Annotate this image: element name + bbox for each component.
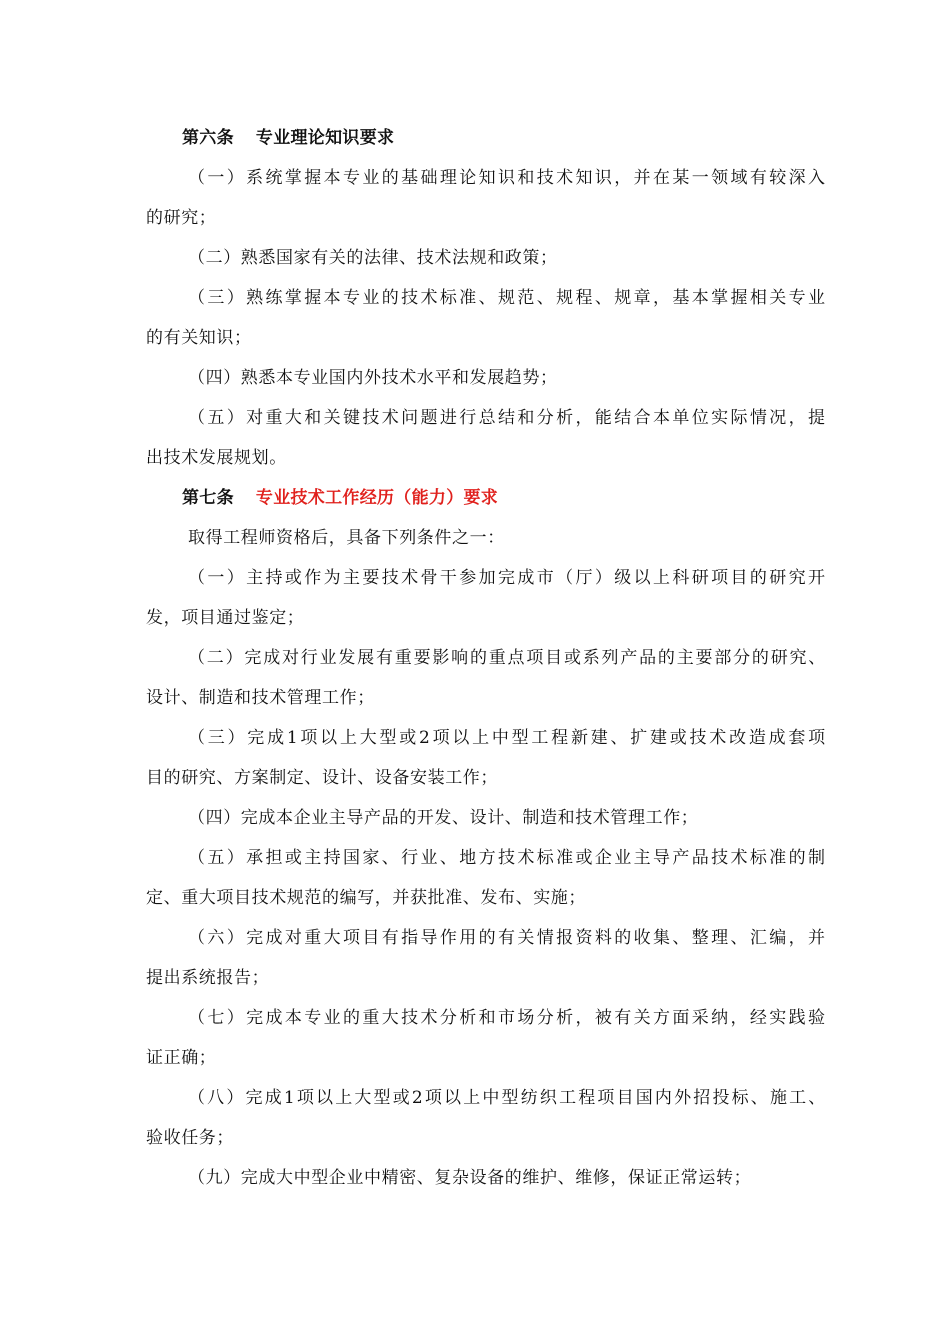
article-6-item-1-line-2: 的研究； xyxy=(146,208,217,228)
article-6-item-5-line-1: （ 五 ） 对 重 大 和 关 键 技 术 问 题 进 行 总 结 和 分 析 ， 能 结 合 本 单 位 实 际 情 况 ， 提 xyxy=(188,408,826,428)
article-7-item-6-line-2: 提出系统报告； xyxy=(146,968,270,988)
article-7-item-7-line-2: 证正确； xyxy=(146,1048,217,1068)
article-6-title: 专业理论知识要求 xyxy=(255,128,395,148)
article-6-item-1-line-1: （ 一 ） 系 统 掌 握 本 专 业 的 基 础 理 论 知 识 和 技 术 知 识 ， 并 在 某 一 领 域 有 较 深 入 xyxy=(188,168,826,188)
article-7-item-3-line-2: 目的研究、方案制定、设计、设备安装工作； xyxy=(146,768,498,788)
article-6-number: 第六条 xyxy=(182,128,234,148)
article-6-heading xyxy=(146,118,826,158)
article-6-item-5-line-2: 出技术发展规划。 xyxy=(146,448,287,468)
article-7-number: 第七条 xyxy=(182,488,234,508)
article-6-item-4: （四）熟悉本专业国内外技术水平和发展趋势； xyxy=(188,368,558,388)
article-7-item-8-line-2: 验收任务； xyxy=(146,1128,234,1148)
article-7-intro: 取得工程师资格后，具备下列条件之一： xyxy=(188,528,505,548)
article-6-item-3-line-1: （ 三 ） 熟 练 掌 握 本 专 业 的 技 术 标 准 、 规 范 、 规 程 、 规 章 ， 基 本 掌 握 相 关 专 业 xyxy=(188,288,826,308)
article-7-item-2-line-1: （ 二 ） 完 成 对 行 业 发 展 有 重 要 影 响 的 重 点 项 目 或 系 列 产 品 的 主 要 部 分 的 研 究 、 xyxy=(188,648,826,668)
article-7-title: 专业技术工作经历（能力）要求 xyxy=(255,488,499,508)
article-7-item-1-line-1: （ 一 ） 主 持 或 作 为 主 要 技 术 骨 干 参 加 完 成 市 （ 厅 ） 级 以 上 科 研 项 目 的 研 究 开 xyxy=(188,568,826,588)
article-7-item-3-line-1: （ 三 ） 完 成 1 项 以 上 大 型 或 2 项 以 上 中 型 工 程 新 建 、 扩 建 或 技 术 改 造 成 套 项 xyxy=(188,728,826,748)
article-7-item-8-line-1: （ 八 ） 完 成 1 项 以 上 大 型 或 2 项 以 上 中 型 纺 织 工 程 项 目 国 内 外 招 投 标 、 施 工 、 xyxy=(188,1088,826,1108)
article-7-item-2-line-2: 设计、制造和技术管理工作； xyxy=(146,688,375,708)
article-7-item-5-line-2: 定、重大项目技术规范的编写，并获批准、发布、实施； xyxy=(146,888,586,908)
article-7-item-7-line-1: （ 七 ） 完 成 本 专 业 的 重 大 技 术 分 析 和 市 场 分 析 ， 被 有 关 方 面 采 纳 ， 经 实 践 验 xyxy=(188,1008,826,1028)
article-7-item-1-line-2: 发，项目通过鉴定； xyxy=(146,608,305,628)
article-7-item-6-line-1: （ 六 ） 完 成 对 重 大 项 目 有 指 导 作 用 的 有 关 情 报 资 料 的 收 集 、 整 理 、 汇 编 ， 并 xyxy=(188,928,826,948)
article-7-item-4: （四）完成本企业主导产品的开发、设计、制造和技术管理工作； xyxy=(188,808,699,828)
document-page xyxy=(146,118,826,1198)
article-7-item-9: （九）完成大中型企业中精密、复杂设备的维护、维修，保证正常运转； xyxy=(188,1168,752,1188)
article-7-item-5-line-1: （ 五 ） 承 担 或 主 持 国 家 、 行 业 、 地 方 技 术 标 准 或 企 业 主 导 产 品 技 术 标 准 的 制 xyxy=(188,848,826,868)
article-6-item-2: （二）熟悉国家有关的法律、技术法规和政策； xyxy=(188,248,558,268)
article-7-heading xyxy=(146,478,826,518)
article-6-item-3-line-2: 的有关知识； xyxy=(146,328,252,348)
